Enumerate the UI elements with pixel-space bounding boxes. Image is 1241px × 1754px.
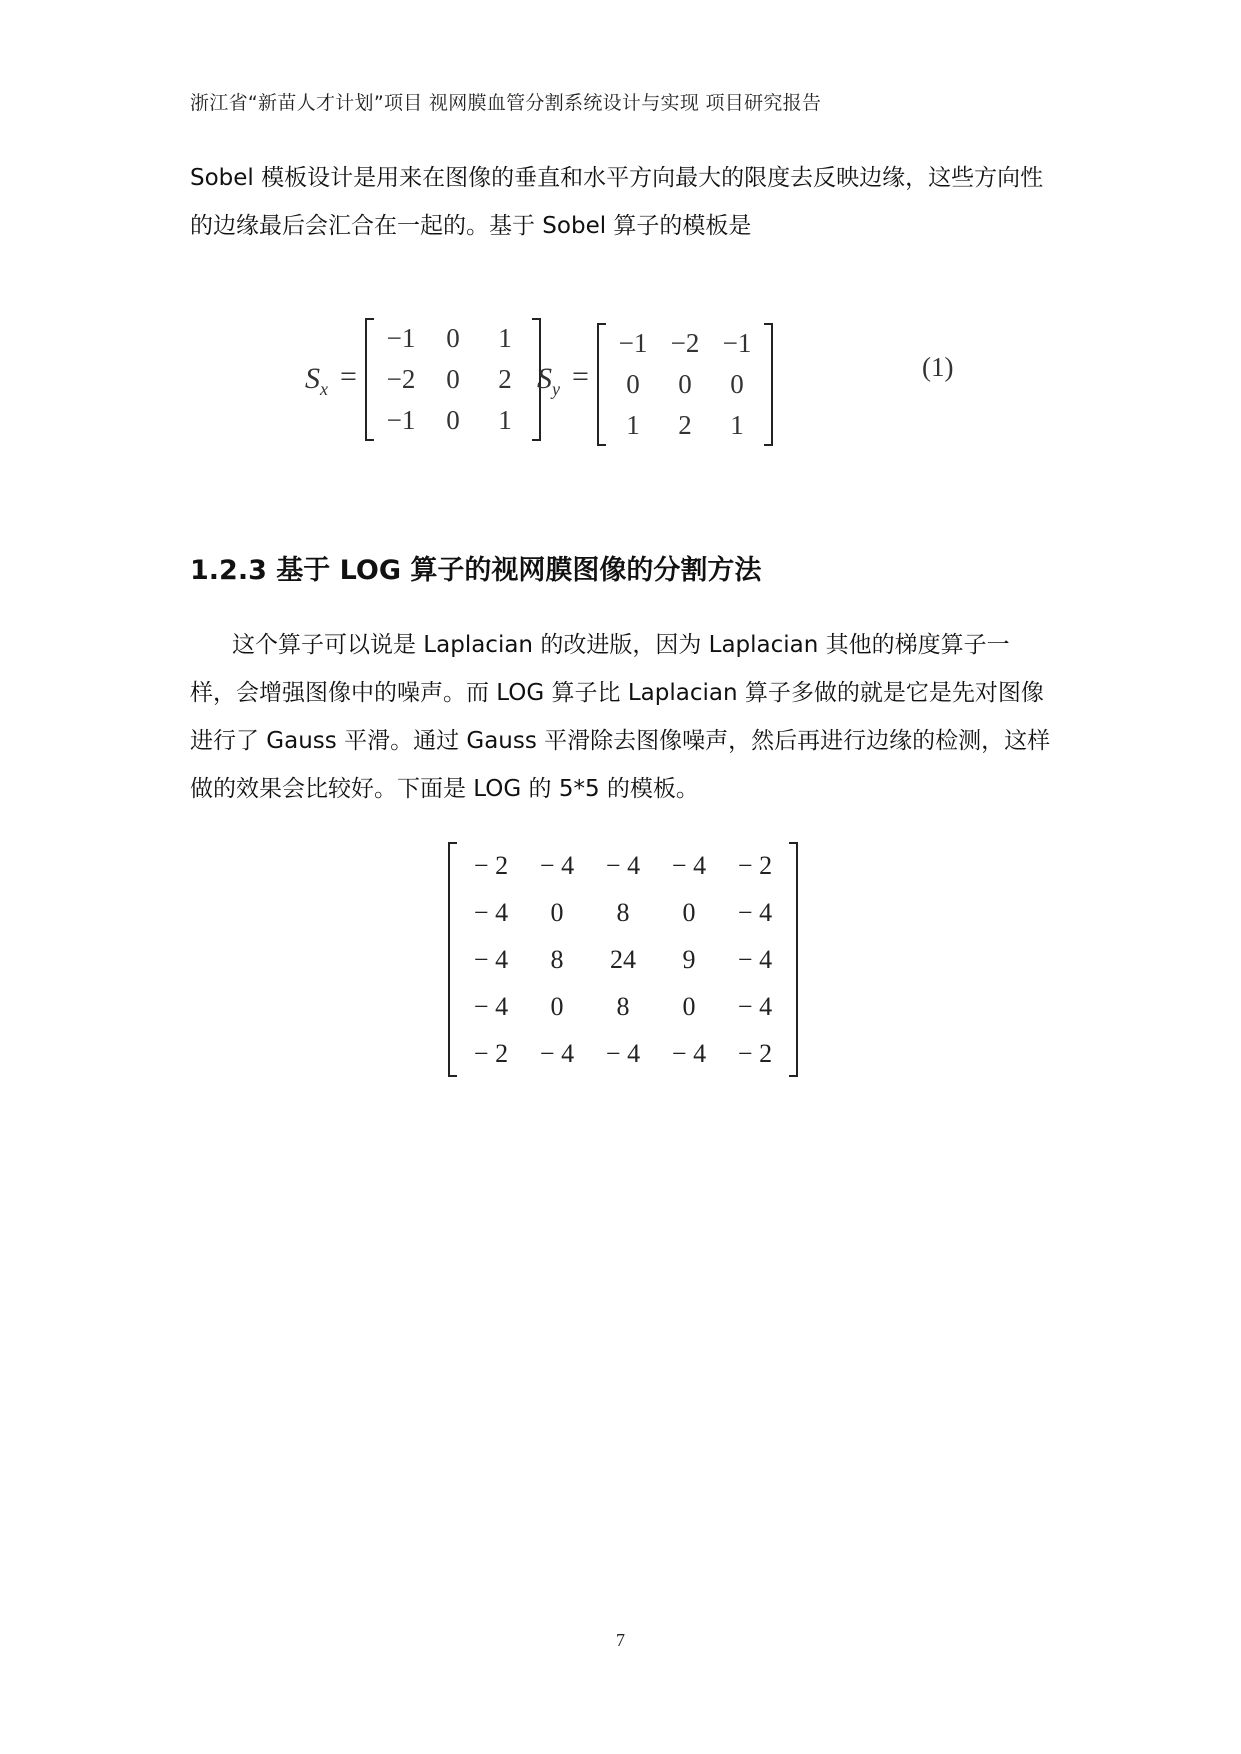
matrix-cell: 8 xyxy=(616,897,630,927)
matrix-cell: − 4 xyxy=(671,1038,707,1068)
matrix-cell: − 2 xyxy=(737,850,773,880)
sobel-equation xyxy=(305,318,985,448)
matrix-cell: 1 xyxy=(730,410,744,440)
matrix-cell: −2 xyxy=(670,328,700,358)
matrix-cell: − 4 xyxy=(473,944,509,974)
matrix-cell: − 4 xyxy=(671,850,707,880)
matrix-cell: 0 xyxy=(682,991,696,1021)
equation-number: (1) xyxy=(922,352,954,382)
matrix-cell: − 4 xyxy=(737,897,773,927)
matrix-cell: 9 xyxy=(682,944,696,974)
matrix-cell: 0 xyxy=(626,369,640,399)
matrix-cell: − 2 xyxy=(473,850,509,880)
matrix-cell: − 4 xyxy=(737,991,773,1021)
matrix-cell: − 4 xyxy=(473,897,509,927)
sobel-y-matrix xyxy=(597,323,773,446)
matrix-cell: 1 xyxy=(498,323,512,353)
sy-equals: = xyxy=(572,360,589,393)
matrix-cell: 2 xyxy=(678,410,692,440)
sy-label: $S_y$ xyxy=(537,362,560,399)
matrix-cell: − 4 xyxy=(473,991,509,1021)
matrix-cell: − 2 xyxy=(737,1038,773,1068)
matrix-cell: 0 xyxy=(446,405,460,435)
matrix-cell: − 4 xyxy=(605,1038,641,1068)
matrix-cell: 1 xyxy=(626,410,640,440)
matrix-cell: − 4 xyxy=(539,1038,575,1068)
matrix-cell: 24 xyxy=(610,944,636,974)
matrix-cell: 0 xyxy=(682,897,696,927)
sx-equals: = xyxy=(340,360,357,393)
sobel-x-matrix xyxy=(365,318,541,441)
matrix-cell: − 4 xyxy=(605,850,641,880)
matrix-cell: 0 xyxy=(446,364,460,394)
running-header: 浙江省“新苗人才计划”项目 视网膜血管分割系统设计与实现 项目研究报告 xyxy=(190,92,822,114)
matrix-cell: 0 xyxy=(730,369,744,399)
matrix-cell: −2 xyxy=(386,364,416,394)
matrix-cell: 2 xyxy=(498,364,512,394)
page-number: 7 xyxy=(616,1630,625,1650)
matrix-cell: −1 xyxy=(722,328,752,358)
matrix-cell: −1 xyxy=(618,328,648,358)
matrix-cell: 8 xyxy=(616,991,630,1021)
log-matrix xyxy=(448,842,798,1077)
matrix-cell: −1 xyxy=(386,405,416,435)
matrix-cell: 8 xyxy=(550,944,564,974)
matrix-cell: −1 xyxy=(386,323,416,353)
sobel-paragraph: Sobel 模板设计是用来在图像的垂直和水平方向最大的限度去反映边缘，这些方向性的边缘最后会汇合在一起的。基于 Sobel 算子的模板是 xyxy=(190,165,1044,239)
log-paragraph: 这个算子可以说是 Laplacian 的改进版，因为 Laplacian 其他的梯度算子一样，会增强图像中的噪声。而 LOG 算子比 Laplacian 算子多做的就是它是先对图像进行了 Gauss 平滑。通过 Gauss 平滑除去图像噪声，然后再进行边缘的检测，这样做的效果会比较好。下面是 LOG 的 5*5 的模板。 xyxy=(190,632,1051,802)
matrix-cell: 0 xyxy=(446,323,460,353)
sx-label: $S_x$ xyxy=(305,362,328,399)
matrix-cell: − 2 xyxy=(473,1038,509,1068)
matrix-cell: 1 xyxy=(498,405,512,435)
matrix-cell: 0 xyxy=(550,991,564,1021)
matrix-cell: − 4 xyxy=(539,850,575,880)
matrix-cell: 0 xyxy=(550,897,564,927)
matrix-cell: − 4 xyxy=(737,944,773,974)
matrix-cell: 0 xyxy=(678,369,692,399)
section-heading: 1.2.3 基于 LOG 算子的视网膜图像的分割方法 xyxy=(190,555,762,586)
